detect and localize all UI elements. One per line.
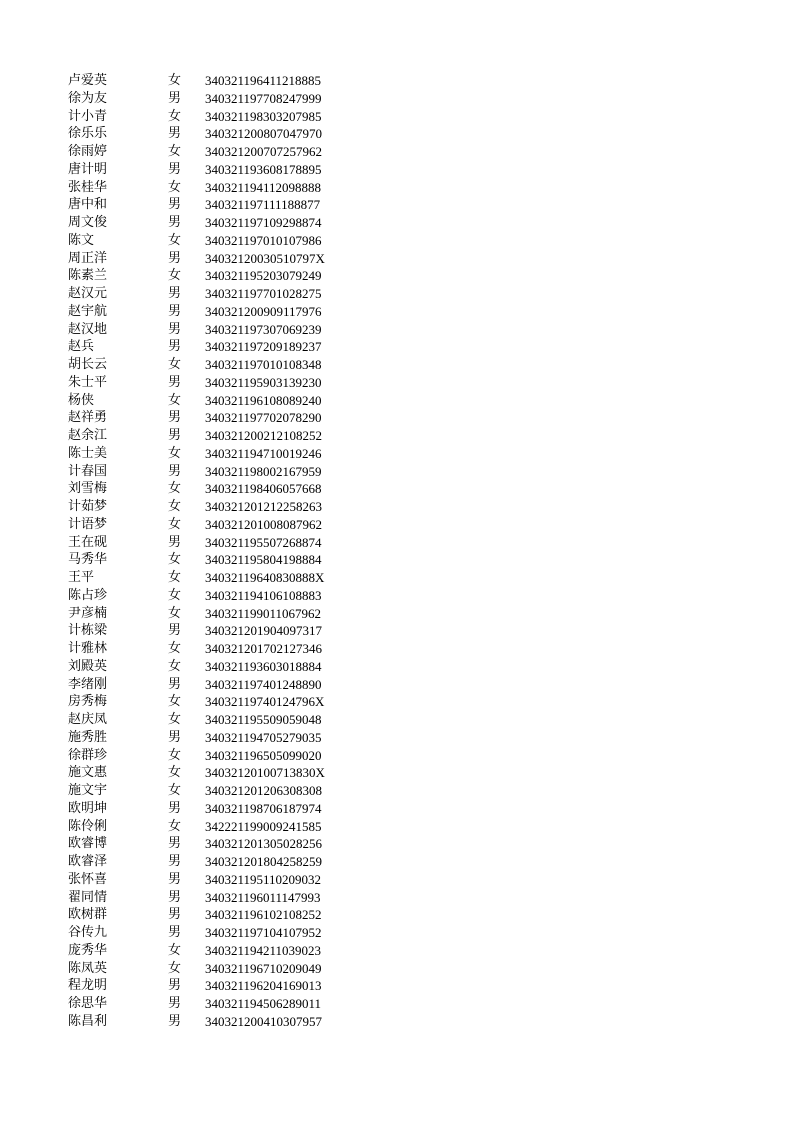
person-id-number: 340321195804198884 xyxy=(205,552,322,568)
person-name: 赵祥勇 xyxy=(68,410,108,426)
roster-row xyxy=(68,977,355,995)
roster-row xyxy=(68,764,355,782)
person-name: 计雅林 xyxy=(68,641,108,656)
person-name: 欧睿博 xyxy=(68,836,108,852)
roster-row xyxy=(68,906,355,924)
person-id-number: 340321200909117976 xyxy=(205,303,322,319)
person-id-number: 340321201305028256 xyxy=(205,836,322,852)
person-name: 程龙明 xyxy=(68,978,108,994)
roster-row xyxy=(68,835,355,853)
person-gender: 女 xyxy=(168,960,182,976)
person-name: 张怀喜 xyxy=(68,871,108,887)
person-gender: 男 xyxy=(168,996,182,1011)
person-gender: 男 xyxy=(168,854,182,869)
roster-row xyxy=(68,374,355,392)
person-id-number: 340321197708247999 xyxy=(205,90,322,106)
roster-row xyxy=(68,250,355,268)
person-id-number: 340321196204169013 xyxy=(205,978,322,994)
person-id-number: 34032120100713830X xyxy=(205,765,325,781)
person-id-number: 340321194211039023 xyxy=(205,942,322,958)
person-id-number: 340321200707257962 xyxy=(205,144,322,159)
person-id-number: 340321194506289011 xyxy=(205,996,322,1011)
person-gender: 男 xyxy=(168,907,182,923)
roster-row xyxy=(68,676,355,694)
person-id-number: 340321197702078290 xyxy=(205,410,322,426)
roster-row xyxy=(68,569,355,587)
roster-row xyxy=(68,90,355,108)
roster-row xyxy=(68,125,355,143)
person-gender: 女 xyxy=(168,268,182,284)
roster-row xyxy=(68,409,355,427)
person-gender: 女 xyxy=(168,818,182,834)
roster-row xyxy=(68,321,355,339)
roster-row xyxy=(68,427,355,445)
roster-row xyxy=(68,871,355,889)
person-gender: 男 xyxy=(168,161,182,177)
person-id-number: 340321196411218885 xyxy=(205,73,322,88)
person-name: 计小青 xyxy=(68,108,108,124)
roster-row xyxy=(68,711,355,729)
person-gender: 女 xyxy=(168,942,182,958)
person-gender: 男 xyxy=(168,428,182,443)
roster-row xyxy=(68,818,355,836)
roster-row xyxy=(68,267,355,285)
person-name: 王平 xyxy=(68,570,95,585)
roster-row xyxy=(68,853,355,871)
person-name: 谷传九 xyxy=(68,925,108,940)
roster-row xyxy=(68,463,355,481)
person-gender: 男 xyxy=(168,800,182,816)
person-name: 陈素兰 xyxy=(68,268,108,284)
roster-row xyxy=(68,995,355,1013)
person-id-number: 340321195903139230 xyxy=(205,374,322,390)
person-id-number: 340321201008087962 xyxy=(205,516,322,532)
person-name: 张桂华 xyxy=(68,179,108,195)
person-name: 刘殿英 xyxy=(68,658,108,674)
roster-list xyxy=(68,72,355,1031)
roster-row xyxy=(68,480,355,498)
person-id-number: 340321198406057668 xyxy=(205,481,322,497)
person-name: 欧明坤 xyxy=(68,800,108,816)
person-id-number: 340321193608178895 xyxy=(205,161,322,177)
roster-row xyxy=(68,693,355,711)
person-name: 徐思华 xyxy=(68,996,108,1011)
person-id-number: 340321197701028275 xyxy=(205,286,322,301)
person-id-number: 34032119740124796X xyxy=(205,694,325,710)
person-gender: 女 xyxy=(168,658,182,674)
roster-row xyxy=(68,1013,355,1031)
person-name: 徐雨婷 xyxy=(68,144,108,159)
person-id-number: 340321197307069239 xyxy=(205,321,322,337)
person-gender: 女 xyxy=(168,499,182,514)
person-gender: 女 xyxy=(168,357,182,372)
person-id-number: 340321197111188877 xyxy=(205,197,321,213)
roster-row xyxy=(68,232,355,250)
person-gender: 男 xyxy=(168,410,182,426)
person-id-number: 340321198303207985 xyxy=(205,108,322,124)
roster-row xyxy=(68,747,355,765)
person-gender: 男 xyxy=(168,463,182,479)
person-name: 欧睿泽 xyxy=(68,854,108,869)
person-gender: 女 xyxy=(168,765,182,781)
roster-row xyxy=(68,285,355,303)
person-name: 计春国 xyxy=(68,463,108,479)
person-gender: 男 xyxy=(168,126,182,142)
person-id-number: 340321197209189237 xyxy=(205,339,322,355)
person-name: 赵汉元 xyxy=(68,286,108,301)
person-gender: 男 xyxy=(168,321,182,337)
person-id-number: 340321196011147993 xyxy=(205,889,321,905)
person-id-number: 340321196102108252 xyxy=(205,907,322,923)
person-name: 尹彦楠 xyxy=(68,605,108,621)
person-id-number: 34032119640830888X xyxy=(205,570,325,585)
person-name: 徐乐乐 xyxy=(68,126,108,142)
person-gender: 男 xyxy=(168,623,182,639)
person-id-number: 340321194106108883 xyxy=(205,587,322,603)
person-gender: 男 xyxy=(168,889,182,905)
person-id-number: 340321197104107952 xyxy=(205,925,322,940)
roster-row xyxy=(68,445,355,463)
person-name: 陈占珍 xyxy=(68,587,108,603)
person-id-number: 342221199009241585 xyxy=(205,818,322,834)
roster-row xyxy=(68,889,355,907)
person-name: 刘雪梅 xyxy=(68,481,108,497)
roster-row xyxy=(68,782,355,800)
roster-row xyxy=(68,392,355,410)
person-id-number: 340321196710209049 xyxy=(205,960,322,976)
person-gender: 男 xyxy=(168,871,182,887)
person-name: 徐群珍 xyxy=(68,747,108,763)
roster-row xyxy=(68,161,355,179)
person-name: 欧树群 xyxy=(68,907,108,923)
roster-row xyxy=(68,214,355,232)
person-name: 施文宇 xyxy=(68,783,108,798)
person-gender: 女 xyxy=(168,712,182,727)
person-name: 计栋梁 xyxy=(68,623,108,639)
person-name: 计茹梦 xyxy=(68,499,108,514)
person-gender: 男 xyxy=(168,836,182,852)
person-gender: 女 xyxy=(168,144,182,159)
roster-row xyxy=(68,551,355,569)
person-name: 陈凤英 xyxy=(68,960,108,976)
person-gender: 女 xyxy=(168,605,182,621)
roster-row xyxy=(68,729,355,747)
person-gender: 女 xyxy=(168,570,182,585)
person-id-number: 340321201702127346 xyxy=(205,641,322,656)
roster-row xyxy=(68,356,355,374)
person-gender: 女 xyxy=(168,108,182,124)
person-id-number: 340321195509059048 xyxy=(205,712,322,727)
person-gender: 女 xyxy=(168,392,182,408)
roster-row xyxy=(68,108,355,126)
person-gender: 女 xyxy=(168,232,182,248)
person-gender: 女 xyxy=(168,747,182,763)
person-name: 王在砚 xyxy=(68,534,108,550)
roster-row xyxy=(68,72,355,90)
person-gender: 男 xyxy=(168,286,182,301)
roster-row xyxy=(68,605,355,623)
person-name: 赵兵 xyxy=(68,339,95,355)
person-name: 赵宇航 xyxy=(68,303,108,319)
person-name: 李绪刚 xyxy=(68,676,108,692)
person-id-number: 34032120030510797X xyxy=(205,250,325,266)
roster-row xyxy=(68,960,355,978)
person-id-number: 340321193603018884 xyxy=(205,658,322,674)
person-gender: 男 xyxy=(168,1013,182,1029)
person-name: 杨侠 xyxy=(68,392,95,408)
person-gender: 男 xyxy=(168,303,182,319)
roster-row xyxy=(68,498,355,516)
person-id-number: 340321194705279035 xyxy=(205,729,322,745)
person-id-number: 340321197401248890 xyxy=(205,676,322,692)
person-name: 赵汉地 xyxy=(68,321,108,337)
person-id-number: 340321201212258263 xyxy=(205,499,322,514)
person-name: 朱士平 xyxy=(68,374,108,390)
person-name: 徐为友 xyxy=(68,90,108,106)
person-gender: 女 xyxy=(168,516,182,532)
person-name: 周文俊 xyxy=(68,215,108,230)
person-gender: 男 xyxy=(168,978,182,994)
person-gender: 女 xyxy=(168,783,182,798)
person-gender: 男 xyxy=(168,925,182,940)
person-id-number: 340321198706187974 xyxy=(205,800,322,816)
person-name: 卢爱英 xyxy=(68,73,108,88)
person-id-number: 340321195110209032 xyxy=(205,871,322,887)
person-name: 陈昌利 xyxy=(68,1013,108,1029)
person-id-number: 340321199011067962 xyxy=(205,605,322,621)
person-id-number: 340321201804258259 xyxy=(205,854,322,869)
person-name: 计语梦 xyxy=(68,516,108,532)
roster-row xyxy=(68,924,355,942)
person-id-number: 340321200212108252 xyxy=(205,428,322,443)
person-name: 翟同情 xyxy=(68,889,108,905)
person-name: 赵余江 xyxy=(68,428,108,443)
person-id-number: 340321197010107986 xyxy=(205,232,322,248)
person-id-number: 340321194710019246 xyxy=(205,445,322,461)
person-id-number: 340321195507268874 xyxy=(205,534,322,550)
person-gender: 女 xyxy=(168,587,182,603)
person-id-number: 340321195203079249 xyxy=(205,268,322,284)
person-gender: 女 xyxy=(168,73,182,88)
person-id-number: 340321196108089240 xyxy=(205,392,322,408)
person-gender: 女 xyxy=(168,179,182,195)
roster-row xyxy=(68,942,355,960)
person-gender: 男 xyxy=(168,339,182,355)
person-gender: 男 xyxy=(168,534,182,550)
roster-row xyxy=(68,143,355,161)
person-id-number: 340321198002167959 xyxy=(205,463,322,479)
roster-row xyxy=(68,587,355,605)
roster-row xyxy=(68,800,355,818)
person-gender: 女 xyxy=(168,481,182,497)
person-id-number: 340321201904097317 xyxy=(205,623,322,639)
person-id-number: 340321197010108348 xyxy=(205,357,322,372)
person-name: 施秀胜 xyxy=(68,729,108,745)
person-name: 施文惠 xyxy=(68,765,108,781)
person-name: 陈士美 xyxy=(68,445,108,461)
person-gender: 女 xyxy=(168,445,182,461)
person-id-number: 340321194112098888 xyxy=(205,179,322,195)
person-gender: 男 xyxy=(168,374,182,390)
person-gender: 男 xyxy=(168,729,182,745)
roster-row xyxy=(68,196,355,214)
roster-row xyxy=(68,640,355,658)
roster-row xyxy=(68,179,355,197)
roster-row xyxy=(68,338,355,356)
person-gender: 男 xyxy=(168,676,182,692)
person-name: 唐计明 xyxy=(68,161,108,177)
person-name: 赵庆凤 xyxy=(68,712,108,727)
roster-row xyxy=(68,516,355,534)
person-gender: 男 xyxy=(168,90,182,106)
person-id-number: 340321201206308308 xyxy=(205,783,322,798)
person-name: 陈伶俐 xyxy=(68,818,108,834)
person-gender: 男 xyxy=(168,250,182,266)
roster-row xyxy=(68,303,355,321)
person-name: 马秀华 xyxy=(68,552,108,568)
roster-row xyxy=(68,622,355,640)
roster-row xyxy=(68,534,355,552)
person-name: 周正洋 xyxy=(68,250,108,266)
person-gender: 女 xyxy=(168,694,182,710)
person-name: 陈文 xyxy=(68,232,95,248)
roster-row xyxy=(68,658,355,676)
person-name: 唐中和 xyxy=(68,197,108,213)
person-gender: 男 xyxy=(168,197,182,213)
person-id-number: 340321196505099020 xyxy=(205,747,322,763)
person-gender: 男 xyxy=(168,215,182,230)
person-name: 胡长云 xyxy=(68,357,108,372)
person-gender: 女 xyxy=(168,641,182,656)
person-id-number: 340321200807047970 xyxy=(205,126,322,142)
person-name: 房秀梅 xyxy=(68,694,108,710)
person-name: 庞秀华 xyxy=(68,942,108,958)
person-id-number: 340321197109298874 xyxy=(205,215,322,230)
person-gender: 女 xyxy=(168,552,182,568)
person-id-number: 340321200410307957 xyxy=(205,1013,322,1029)
